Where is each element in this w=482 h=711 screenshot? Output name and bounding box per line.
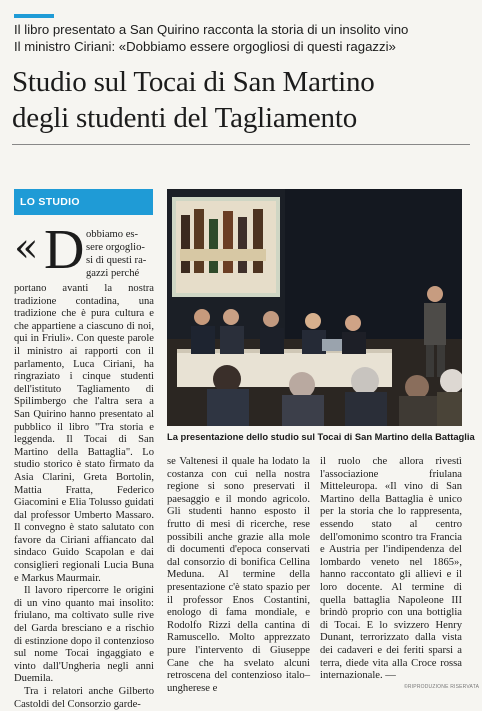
- section-label: LO STUDIO: [14, 189, 153, 215]
- body-column-2: [167, 456, 310, 695]
- headline-line-1: Studio sul Tocai di San Martino: [12, 66, 375, 98]
- photo-caption: La presentazione dello studio sul Tocai di San Martino della Battaglia: [167, 431, 475, 442]
- opening-quote: «: [14, 225, 39, 271]
- headline-divider: [12, 144, 470, 145]
- copyright-notice: ©RIPRODUZIONE RISERVATA: [404, 684, 480, 690]
- body-paragraph: se Valtenesi il quale ha lodato la costanza con cui nella nostra regione si sono preservati il paesaggio e il mondo agricolo. Gli studenti hanno esposto il frutto di mesi di ricerche, rese possibili anche grazie alla mole di documenti d'epoca conservati dal consorzio di bonifica Cellina Meduna. Al termine della presentazione c'è stato spazio per il professor Enos Costantini, enologo di fama mondiale, e Rodolfo Rizzi della cantina di Ramuscello. Molto apprezzato pure l'intervento di Giuseppe Cane che ha svelato alcuni retroscena del contenzioso italo–ungherese e: [167, 456, 310, 694]
- lead-line: si di questi ra-: [86, 255, 147, 266]
- body-column-3: [320, 456, 462, 683]
- lead-line: gazzi perché: [86, 268, 140, 279]
- lead-line: sere orgoglio-: [86, 242, 145, 253]
- body-paragraph: Il lavoro ripercorre le origini di un vino quanto mai insolito: friulano, ma coltivato sulle rive del Garda bresciano e a rischio di estinzione dopo il contenzioso sul nome Tocai ingaggiato e vinto dall'Ungheria negli anni Duemila.: [14, 585, 154, 685]
- kicker-line-2: Il ministro Ciriani: «Dobbiamo essere orgogliosi di questi ragazzi»: [14, 39, 396, 54]
- drop-cap: D: [44, 219, 85, 281]
- lead-line: obbiamo es-: [86, 229, 139, 240]
- body-paragraph: Tra i relatori anche Gilberto Castoldi del Consorzio garde-: [14, 686, 154, 710]
- accent-bar: [14, 14, 54, 18]
- headline-line-2: degli studenti del Tagliamento: [12, 102, 358, 134]
- event-photo: [167, 189, 462, 426]
- kicker-line-1: Il libro presentato a San Quirino racconta la storia di un insolito vino: [14, 22, 409, 37]
- body-paragraph: il ruolo che allora rivestì l'associazione friulana Mitteleuropa. «Il vino di San Martino della Battaglia è unico per la storia che lo rappresenta, essendo stato al centro dell'omonimo scontro tra Francia e Austria per l'indipendenza del lombardo veneto nel 1865», hanno raccontato gli allievi e il loro docente. Al termine di quella battaglia Napoleone III brindò proprio con una bottiglia di Tocai. E lo svizzero Henry Dunant, terrorizzato dalla vista dei cadaveri e dei feriti sparsi a terra, diede vita alla Croce rossa internazionale. —: [320, 456, 462, 682]
- body-paragraph: portano avanti la nostra tradizione contadina, una tradizione che è pura cultura e che appartiene a ciascuno di noi, qui in Friuli». Con queste parole il ministro ai rapporti con il parlamento, Luca Ciriani, ha ringraziato i cinque studenti dell'istituto Tagliamento di Spilimbergo che l'altra sera a San Quirino hanno presentato al pubblico il libro "Tra storia e leggenda. Il Tocai di San Martino della Battaglia". Lo studio storico è stato firmato da Asia Clarini, Greta Bortolin, Mattia Fratta, Federico Giacomini e Elia Tolusso guidati dal professor Umberto Massaro. Il convegno è stato salutato con favore da Ciriani affiancato dal sindaco Guido Scapolan e dai consiglieri regionali Lucia Buna e Markus Maurmair.: [14, 283, 154, 584]
- body-column-1: [14, 283, 154, 711]
